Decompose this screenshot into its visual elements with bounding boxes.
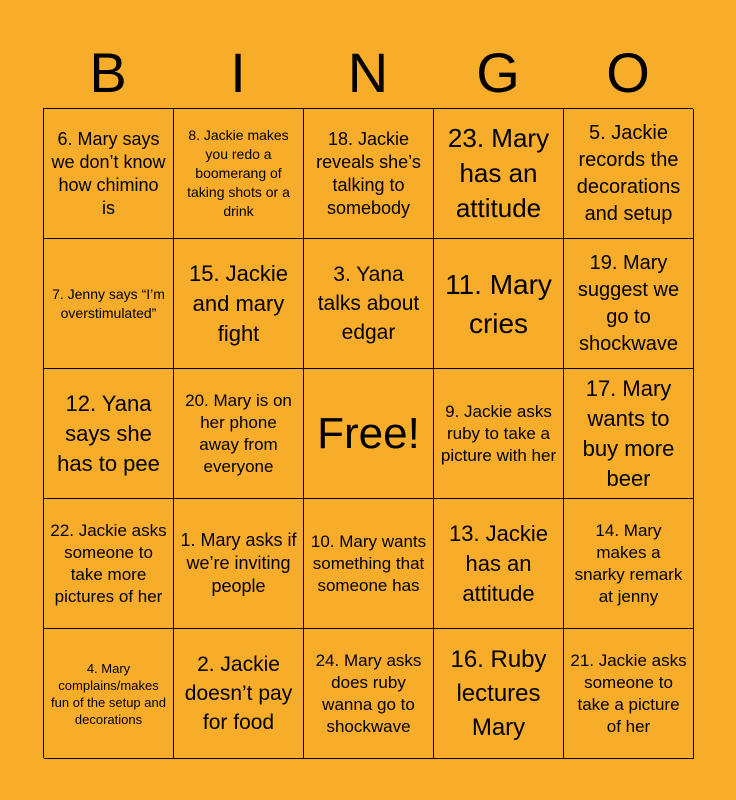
bingo-cell[interactable]: [304, 629, 434, 759]
free-space-cell[interactable]: [304, 369, 434, 499]
cell-text: 5. Jackie records the decorations and setup: [576, 121, 681, 225]
bingo-cell[interactable]: [304, 499, 434, 629]
bingo-cell[interactable]: [174, 239, 304, 369]
bingo-cell[interactable]: [434, 499, 564, 629]
bingo-cell[interactable]: [434, 109, 564, 239]
bingo-cell[interactable]: [174, 499, 304, 629]
cell-text: 8. Jackie makes you redo a boomerang of taking shots or a drink: [187, 127, 290, 219]
cell-text: 2. Jackie doesn’t pay for food: [184, 653, 293, 734]
cell-text: 10. Mary wants something that someone has: [310, 531, 427, 595]
cell-text: 13. Jackie has an attitude: [448, 520, 549, 606]
bingo-header: [43, 38, 693, 108]
cell-text: 7. Jenny says “I’m overstimulated”: [52, 285, 165, 321]
free-space-text: Free!: [317, 408, 420, 458]
bingo-cell[interactable]: [174, 629, 304, 759]
bingo-cell[interactable]: [564, 239, 694, 369]
header-letter-o: O: [606, 41, 650, 104]
cell-text: 16. Ruby lectures Mary: [450, 645, 547, 741]
cell-text: 20. Mary is on her phone away from everyone: [185, 390, 292, 476]
bingo-cell[interactable]: [434, 369, 564, 499]
bingo-grid: [43, 108, 693, 758]
header-letter-b: B: [89, 41, 127, 104]
cell-text: 15. Jackie and mary fight: [188, 260, 289, 346]
header-letter-g: G: [476, 41, 520, 104]
bingo-cell[interactable]: [174, 369, 304, 499]
bingo-cell[interactable]: [44, 109, 174, 239]
bingo-cell[interactable]: [44, 499, 174, 629]
bingo-cell[interactable]: [434, 629, 564, 759]
cell-text: 19. Mary suggest we go to shockwave: [577, 251, 680, 355]
cell-text: 1. Mary asks if we’re inviting people: [180, 530, 297, 596]
bingo-cell[interactable]: [434, 239, 564, 369]
cell-text: 24. Mary asks does ruby wanna go to shockwave: [315, 650, 422, 736]
header-letter-i: I: [230, 41, 246, 104]
cell-text: 22. Jackie asks someone to take more pictures of her: [50, 520, 167, 606]
cell-text: 11. Mary cries: [445, 268, 552, 339]
cell-text: 18. Jackie reveals she’s talking to somebody: [316, 128, 421, 218]
bingo-cell[interactable]: [564, 109, 694, 239]
cell-text: 6. Mary says we don’t know how chimino is: [51, 128, 166, 218]
cell-text: 21. Jackie asks someone to take a picture of her: [570, 650, 687, 736]
cell-text: 23. Mary has an attitude: [447, 123, 550, 223]
bingo-cell[interactable]: [44, 369, 174, 499]
bingo-cell[interactable]: [44, 239, 174, 369]
cell-text: 3. Yana talks about edgar: [317, 263, 420, 344]
bingo-cell[interactable]: [564, 369, 694, 499]
cell-text: 9. Jackie asks ruby to take a picture with her: [440, 401, 557, 465]
bingo-cell[interactable]: [564, 629, 694, 759]
cell-text: 12. Yana says she has to pee: [57, 390, 160, 476]
bingo-cell[interactable]: [304, 239, 434, 369]
cell-text: 4. Mary complains/makes fun of the setup and decorations: [51, 660, 166, 727]
cell-text: 14. Mary makes a snarky remark at jenny: [574, 520, 683, 606]
bingo-cell[interactable]: [174, 109, 304, 239]
cell-text: 17. Mary wants to buy more beer: [582, 375, 675, 491]
bingo-cell[interactable]: [564, 499, 694, 629]
bingo-cell[interactable]: [304, 109, 434, 239]
header-letter-n: N: [347, 41, 389, 104]
bingo-cell[interactable]: [44, 629, 174, 759]
